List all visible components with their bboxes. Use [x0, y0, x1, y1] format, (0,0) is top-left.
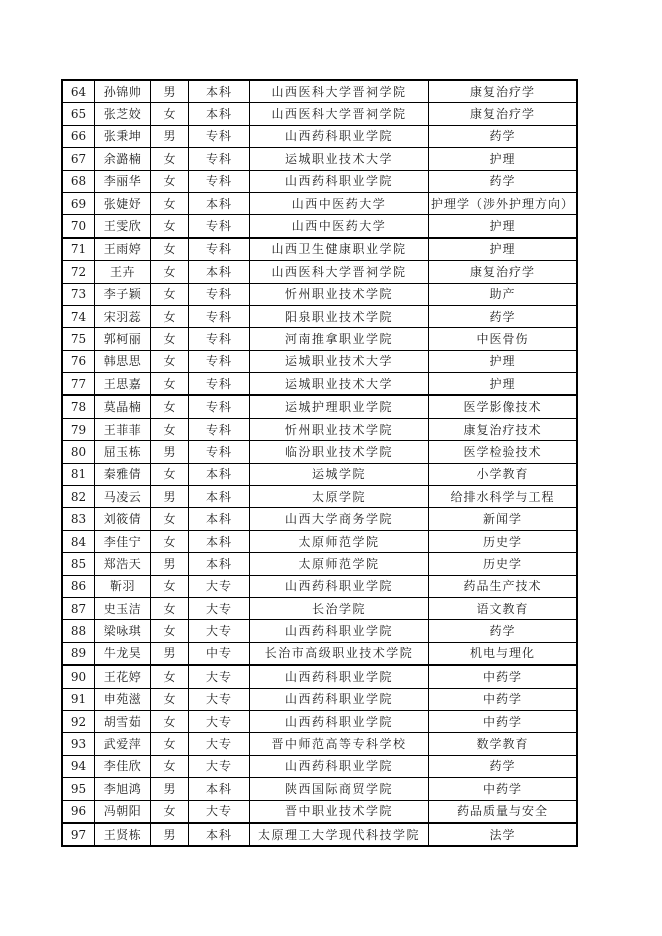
- cell-education: 本科: [189, 508, 250, 530]
- table-row: [62, 597, 577, 619]
- table-row: [62, 823, 577, 846]
- cell-seq: 85: [62, 553, 95, 575]
- cell-school: 忻州职业技术学院: [250, 283, 429, 305]
- cell-gender: 女: [151, 192, 189, 214]
- table-row: [62, 733, 577, 755]
- cell-major: 护理: [429, 238, 578, 261]
- cell-name: 李佳欣: [95, 755, 151, 777]
- cell-school: 太原理工大学现代科技学院: [250, 823, 429, 846]
- cell-major: 中药学: [429, 778, 578, 800]
- cell-major: 新闻学: [429, 508, 578, 530]
- cell-major: 中药学: [429, 665, 578, 688]
- cell-school: 山西医科大学晋祠学院: [250, 80, 429, 103]
- cell-name: 王花婷: [95, 665, 151, 688]
- cell-name: 李旭鸿: [95, 778, 151, 800]
- cell-major: 康复治疗学: [429, 103, 578, 125]
- cell-seq: 67: [62, 148, 95, 170]
- cell-gender: 女: [151, 170, 189, 192]
- cell-gender: 女: [151, 597, 189, 619]
- cell-gender: 女: [151, 800, 189, 823]
- cell-education: 专科: [189, 328, 250, 350]
- cell-gender: 男: [151, 823, 189, 846]
- table-row: [62, 778, 577, 800]
- cell-gender: 女: [151, 463, 189, 485]
- cell-gender: 女: [151, 575, 189, 597]
- cell-major: 护理: [429, 215, 578, 238]
- cell-major: 药学: [429, 755, 578, 777]
- cell-name: 秦雅倩: [95, 463, 151, 485]
- cell-gender: 男: [151, 642, 189, 665]
- cell-seq: 86: [62, 575, 95, 597]
- cell-school: 运城护理职业学院: [250, 395, 429, 418]
- table-row: [62, 238, 577, 261]
- cell-school: 晋中师范高等专科学校: [250, 733, 429, 755]
- cell-school: 太原师范学院: [250, 530, 429, 552]
- cell-seq: 69: [62, 192, 95, 214]
- cell-major: 护理: [429, 373, 578, 396]
- cell-seq: 81: [62, 463, 95, 485]
- cell-education: 本科: [189, 486, 250, 508]
- cell-education: 本科: [189, 192, 250, 214]
- cell-seq: 65: [62, 103, 95, 125]
- cell-seq: 68: [62, 170, 95, 192]
- cell-gender: 女: [151, 215, 189, 238]
- cell-name: 余潞楠: [95, 148, 151, 170]
- cell-major: 给排水科学与工程: [429, 486, 578, 508]
- cell-education: 专科: [189, 148, 250, 170]
- cell-gender: 女: [151, 665, 189, 688]
- cell-seq: 71: [62, 238, 95, 261]
- cell-seq: 82: [62, 486, 95, 508]
- cell-education: 本科: [189, 553, 250, 575]
- cell-seq: 79: [62, 418, 95, 440]
- cell-name: 王思嘉: [95, 373, 151, 396]
- cell-school: 山西医科大学晋祠学院: [250, 103, 429, 125]
- cell-name: 张婕妤: [95, 192, 151, 214]
- cell-major: 药学: [429, 305, 578, 327]
- table-row: [62, 328, 577, 350]
- cell-school: 山西药科职业学院: [250, 755, 429, 777]
- cell-seq: 73: [62, 283, 95, 305]
- cell-school: 运城职业技术大学: [250, 373, 429, 396]
- cell-gender: 女: [151, 755, 189, 777]
- table-row: [62, 463, 577, 485]
- cell-education: 本科: [189, 261, 250, 283]
- cell-name: 屈玉栋: [95, 441, 151, 463]
- cell-school: 山西中医药大学: [250, 215, 429, 238]
- table-row: [62, 215, 577, 238]
- cell-major: 医学影像技术: [429, 395, 578, 418]
- cell-major: 语文教育: [429, 597, 578, 619]
- cell-major: 药品生产技术: [429, 575, 578, 597]
- cell-name: 郑浩天: [95, 553, 151, 575]
- cell-seq: 97: [62, 823, 95, 846]
- cell-name: 马凌云: [95, 486, 151, 508]
- cell-name: 李丽华: [95, 170, 151, 192]
- cell-gender: 女: [151, 733, 189, 755]
- table-row: [62, 688, 577, 710]
- cell-name: 韩思思: [95, 350, 151, 372]
- table-row: [62, 755, 577, 777]
- cell-major: 康复治疗学: [429, 261, 578, 283]
- cell-gender: 女: [151, 148, 189, 170]
- cell-education: 本科: [189, 778, 250, 800]
- cell-education: 大专: [189, 733, 250, 755]
- cell-seq: 75: [62, 328, 95, 350]
- cell-major: 中药学: [429, 688, 578, 710]
- cell-seq: 76: [62, 350, 95, 372]
- cell-school: 山西药科职业学院: [250, 710, 429, 732]
- cell-name: 梁咏琪: [95, 620, 151, 642]
- cell-major: 药学: [429, 620, 578, 642]
- table-row: [62, 710, 577, 732]
- table-row: [62, 261, 577, 283]
- cell-school: 山西药科职业学院: [250, 575, 429, 597]
- cell-major: 药学: [429, 125, 578, 147]
- cell-education: 本科: [189, 103, 250, 125]
- cell-school: 山西药科职业学院: [250, 125, 429, 147]
- table-row: [62, 418, 577, 440]
- table-row: [62, 800, 577, 823]
- cell-education: 专科: [189, 238, 250, 261]
- cell-gender: 女: [151, 395, 189, 418]
- cell-gender: 女: [151, 328, 189, 350]
- table-row: [62, 620, 577, 642]
- cell-education: 专科: [189, 125, 250, 147]
- cell-education: 专科: [189, 441, 250, 463]
- cell-education: 专科: [189, 215, 250, 238]
- cell-seq: 91: [62, 688, 95, 710]
- cell-education: 大专: [189, 597, 250, 619]
- table-row: [62, 642, 577, 665]
- cell-gender: 女: [151, 418, 189, 440]
- table-row: [62, 283, 577, 305]
- cell-name: 王雨婷: [95, 238, 151, 261]
- cell-school: 山西药科职业学院: [250, 170, 429, 192]
- cell-education: 大专: [189, 665, 250, 688]
- table-row: [62, 103, 577, 125]
- cell-school: 运城职业技术大学: [250, 148, 429, 170]
- cell-name: 李佳宁: [95, 530, 151, 552]
- cell-school: 临汾职业技术学院: [250, 441, 429, 463]
- cell-education: 本科: [189, 530, 250, 552]
- table-row: [62, 395, 577, 418]
- cell-seq: 74: [62, 305, 95, 327]
- table-row: [62, 350, 577, 372]
- cell-education: 大专: [189, 710, 250, 732]
- cell-major: 医学检验技术: [429, 441, 578, 463]
- table-row: [62, 665, 577, 688]
- cell-name: 莫晶楠: [95, 395, 151, 418]
- cell-seq: 66: [62, 125, 95, 147]
- cell-seq: 72: [62, 261, 95, 283]
- cell-gender: 男: [151, 441, 189, 463]
- cell-school: 陕西国际商贸学院: [250, 778, 429, 800]
- cell-name: 王菲菲: [95, 418, 151, 440]
- cell-seq: 88: [62, 620, 95, 642]
- cell-name: 张芝姣: [95, 103, 151, 125]
- cell-school: 山西中医药大学: [250, 192, 429, 214]
- cell-education: 专科: [189, 170, 250, 192]
- cell-name: 申苑滋: [95, 688, 151, 710]
- cell-seq: 92: [62, 710, 95, 732]
- cell-education: 大专: [189, 755, 250, 777]
- cell-seq: 94: [62, 755, 95, 777]
- table-row: [62, 441, 577, 463]
- cell-education: 专科: [189, 350, 250, 372]
- cell-education: 大专: [189, 575, 250, 597]
- cell-major: 康复治疗技术: [429, 418, 578, 440]
- cell-gender: 男: [151, 778, 189, 800]
- cell-major: 护理: [429, 148, 578, 170]
- table-row: [62, 575, 577, 597]
- cell-education: 本科: [189, 463, 250, 485]
- cell-seq: 90: [62, 665, 95, 688]
- cell-gender: 女: [151, 103, 189, 125]
- cell-education: 专科: [189, 418, 250, 440]
- cell-school: 山西药科职业学院: [250, 688, 429, 710]
- cell-major: 机电与理化: [429, 642, 578, 665]
- cell-major: 药品质量与安全: [429, 800, 578, 823]
- cell-school: 长治市高级职业技术学院: [250, 642, 429, 665]
- cell-name: 王贤栋: [95, 823, 151, 846]
- cell-education: 本科: [189, 80, 250, 103]
- cell-major: 数学教育: [429, 733, 578, 755]
- cell-major: 中医骨伤: [429, 328, 578, 350]
- table-row: [62, 553, 577, 575]
- cell-gender: 女: [151, 261, 189, 283]
- cell-name: 牛龙昊: [95, 642, 151, 665]
- cell-gender: 女: [151, 620, 189, 642]
- table-row: [62, 170, 577, 192]
- table-row: [62, 508, 577, 530]
- cell-school: 山西大学商务学院: [250, 508, 429, 530]
- cell-major: 护理: [429, 350, 578, 372]
- cell-education: 大专: [189, 688, 250, 710]
- cell-school: 太原学院: [250, 486, 429, 508]
- table-row: [62, 125, 577, 147]
- cell-seq: 89: [62, 642, 95, 665]
- cell-gender: 女: [151, 530, 189, 552]
- cell-major: 护理学（涉外护理方向）: [429, 192, 578, 214]
- table-row: [62, 148, 577, 170]
- cell-school: 山西药科职业学院: [250, 665, 429, 688]
- cell-gender: 男: [151, 80, 189, 103]
- cell-seq: 96: [62, 800, 95, 823]
- cell-school: 晋中职业技术学院: [250, 800, 429, 823]
- cell-gender: 女: [151, 710, 189, 732]
- cell-seq: 77: [62, 373, 95, 396]
- cell-major: 法学: [429, 823, 578, 846]
- cell-education: 专科: [189, 373, 250, 396]
- cell-school: 山西医科大学晋祠学院: [250, 261, 429, 283]
- table-row: [62, 192, 577, 214]
- cell-name: 李子颖: [95, 283, 151, 305]
- cell-education: 本科: [189, 823, 250, 846]
- cell-name: 刘筱倩: [95, 508, 151, 530]
- table-row: [62, 305, 577, 327]
- cell-seq: 93: [62, 733, 95, 755]
- cell-seq: 95: [62, 778, 95, 800]
- cell-school: 运城职业技术大学: [250, 350, 429, 372]
- cell-major: 历史学: [429, 553, 578, 575]
- cell-gender: 女: [151, 283, 189, 305]
- cell-gender: 男: [151, 125, 189, 147]
- cell-seq: 78: [62, 395, 95, 418]
- cell-seq: 80: [62, 441, 95, 463]
- cell-education: 中专: [189, 642, 250, 665]
- cell-education: 专科: [189, 395, 250, 418]
- student-table-body: [62, 80, 577, 846]
- cell-name: 史玉洁: [95, 597, 151, 619]
- cell-name: 孙锦帅: [95, 80, 151, 103]
- cell-school: 太原师范学院: [250, 553, 429, 575]
- cell-seq: 84: [62, 530, 95, 552]
- cell-gender: 女: [151, 305, 189, 327]
- cell-gender: 女: [151, 688, 189, 710]
- cell-education: 大专: [189, 800, 250, 823]
- cell-major: 助产: [429, 283, 578, 305]
- table-row: [62, 530, 577, 552]
- cell-name: 靳羽: [95, 575, 151, 597]
- cell-school: 长治学院: [250, 597, 429, 619]
- cell-gender: 男: [151, 553, 189, 575]
- cell-education: 专科: [189, 283, 250, 305]
- cell-seq: 87: [62, 597, 95, 619]
- cell-major: 小学教育: [429, 463, 578, 485]
- cell-gender: 女: [151, 238, 189, 261]
- cell-name: 武爱萍: [95, 733, 151, 755]
- cell-name: 胡雪茹: [95, 710, 151, 732]
- cell-seq: 70: [62, 215, 95, 238]
- cell-seq: 64: [62, 80, 95, 103]
- cell-school: 阳泉职业技术学院: [250, 305, 429, 327]
- cell-school: 运城学院: [250, 463, 429, 485]
- cell-school: 山西药科职业学院: [250, 620, 429, 642]
- cell-school: 河南推拿职业学院: [250, 328, 429, 350]
- cell-major: 历史学: [429, 530, 578, 552]
- cell-major: 康复治疗学: [429, 80, 578, 103]
- cell-major: 中药学: [429, 710, 578, 732]
- table-row: [62, 373, 577, 396]
- cell-gender: 女: [151, 350, 189, 372]
- cell-education: 大专: [189, 620, 250, 642]
- cell-name: 宋羽蕊: [95, 305, 151, 327]
- cell-major: 药学: [429, 170, 578, 192]
- table-row: [62, 486, 577, 508]
- table-row: [62, 80, 577, 103]
- cell-gender: 女: [151, 373, 189, 396]
- cell-gender: 男: [151, 486, 189, 508]
- student-roster-table: [61, 79, 578, 847]
- cell-gender: 女: [151, 508, 189, 530]
- cell-name: 冯朝阳: [95, 800, 151, 823]
- cell-school: 忻州职业技术学院: [250, 418, 429, 440]
- cell-name: 王卉: [95, 261, 151, 283]
- cell-name: 郭柯丽: [95, 328, 151, 350]
- cell-name: 张秉坤: [95, 125, 151, 147]
- cell-school: 山西卫生健康职业学院: [250, 238, 429, 261]
- cell-education: 专科: [189, 305, 250, 327]
- cell-seq: 83: [62, 508, 95, 530]
- cell-name: 王雯欣: [95, 215, 151, 238]
